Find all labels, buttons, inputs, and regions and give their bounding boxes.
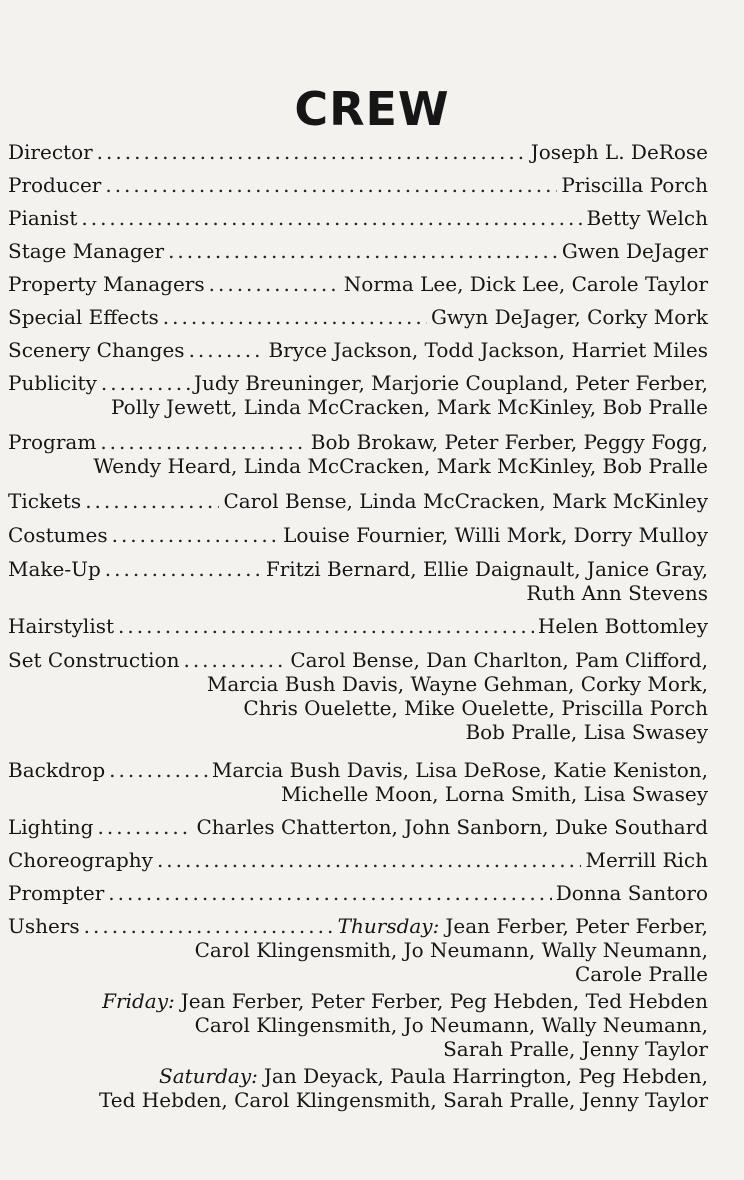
- leader-dots: [183, 648, 286, 672]
- credit-set-construction: [8, 648, 708, 744]
- credit-names-continued: Michelle Moon, Lorna Smith, Lisa Swasey: [280, 782, 708, 806]
- credit-names: Gwyn DeJager, Corky Mork: [430, 305, 708, 329]
- leader-dots: [157, 848, 582, 872]
- credit-names-continued: Chris Ouelette, Mike Ouelette, Priscilla Porch: [243, 696, 708, 720]
- leader-dots: [84, 914, 334, 938]
- credit-names: Bob Brokaw, Peter Ferber, Peggy Fogg,: [310, 430, 708, 454]
- leader-dots: [189, 338, 265, 362]
- credit-names-continued: Ted Hebden, Carol Klingensmith, Sarah Pralle, Jenny Taylor: [99, 1088, 708, 1112]
- credit-pianist: [8, 206, 708, 230]
- credit-names-continued: Carol Klingensmith, Jo Neumann, Wally Neumann,: [194, 1013, 708, 1037]
- credit-label: Pianist: [8, 206, 78, 230]
- credit-program: [8, 430, 708, 478]
- credit-names-continued: Ruth Ann Stevens: [526, 581, 708, 605]
- credit-names: Jean Ferber, Peter Ferber, Peg Hebden, Ted Hebden: [180, 989, 708, 1013]
- credit-label: Set Construction: [8, 648, 180, 672]
- credit-make-up: [8, 557, 708, 605]
- credit-property-managers: [8, 272, 708, 296]
- credit-label: Producer: [8, 173, 102, 197]
- credit-names: Donna Santoro: [555, 881, 708, 905]
- day-label: Thursday:: [337, 914, 440, 938]
- leader-dots: [100, 430, 306, 454]
- day-label: Friday:: [102, 989, 175, 1013]
- leader-dots: [118, 614, 534, 638]
- credit-costumes: [8, 523, 708, 547]
- credit-special-effects: [8, 305, 708, 329]
- credit-names-continued: Bob Pralle, Lisa Swasey: [465, 720, 708, 744]
- credit-names: Betty Welch: [586, 206, 708, 230]
- leader-dots: [108, 881, 551, 905]
- credit-names: Norma Lee, Dick Lee, Carole Taylor: [343, 272, 708, 296]
- credit-label: Scenery Changes: [8, 338, 185, 362]
- credit-names-continued: Wendy Heard, Linda McCracken, Mark McKinley, Bob Pralle: [93, 454, 708, 478]
- leader-dots: [105, 557, 262, 581]
- credit-stage-manager: [8, 239, 708, 263]
- credit-names: Jean Ferber, Peter Ferber,: [445, 914, 708, 938]
- ushers-friday: [8, 989, 708, 1061]
- credit-choreography: [8, 848, 708, 872]
- credit-label: Backdrop: [8, 758, 106, 782]
- ushers-saturday: [8, 1064, 708, 1112]
- credit-names-continued: Marcia Bush Davis, Wayne Gehman, Corky Mork,: [206, 672, 708, 696]
- leader-dots: [101, 371, 190, 395]
- credit-names: Gwen DeJager: [561, 239, 708, 263]
- leader-dots: [85, 489, 219, 513]
- credit-producer: [8, 173, 708, 197]
- credit-label: Costumes: [8, 523, 108, 547]
- credit-names: Bryce Jackson, Todd Jackson, Harriet Miles: [268, 338, 708, 362]
- credit-hairstylist: [8, 614, 708, 638]
- credit-names: Carol Bense, Linda McCracken, Mark McKinley: [223, 489, 708, 513]
- credit-names-continued: Sarah Pralle, Jenny Taylor: [443, 1037, 708, 1061]
- credit-names-continued: Carole Pralle: [575, 962, 708, 986]
- leader-dots: [168, 239, 558, 263]
- leader-dots: [97, 815, 192, 839]
- credit-names-continued: Polly Jewett, Linda McCracken, Mark McKinley, Bob Pralle: [111, 395, 708, 419]
- credit-label: Director: [8, 140, 93, 164]
- leader-dots: [112, 523, 279, 547]
- credit-label: Prompter: [8, 881, 105, 905]
- day-label: Saturday:: [159, 1064, 258, 1088]
- page-title: CREW: [294, 82, 450, 136]
- credit-names: Joseph L. DeRose: [530, 140, 708, 164]
- leader-dots: [209, 272, 340, 296]
- credit-names: Carol Bense, Dan Charlton, Pam Clifford,: [290, 648, 708, 672]
- credit-label: Lighting: [8, 815, 94, 839]
- leader-dots: [163, 305, 427, 329]
- credit-label: Stage Manager: [8, 239, 165, 263]
- credit-names: Priscilla Porch: [561, 173, 708, 197]
- credit-ushers: [8, 914, 708, 986]
- credit-tickets: [8, 489, 708, 513]
- credit-scenery-changes: [8, 338, 708, 362]
- leader-dots: [109, 758, 208, 782]
- credit-prompter: [8, 881, 708, 905]
- credit-label: Ushers: [8, 914, 80, 938]
- credit-label: Program: [8, 430, 97, 454]
- credit-director: [8, 140, 708, 164]
- credit-backdrop: [8, 758, 708, 806]
- credit-names: Louise Fournier, Willi Mork, Dorry Mulloy: [283, 523, 708, 547]
- credit-label: Make-Up: [8, 557, 101, 581]
- credit-names: Judy Breuninger, Marjorie Coupland, Peter Ferber,: [193, 371, 708, 395]
- leader-dots: [105, 173, 557, 197]
- credit-label: Choreography: [8, 848, 153, 872]
- credit-names: Marcia Bush Davis, Lisa DeRose, Katie Keniston,: [211, 758, 708, 782]
- leader-dots: [97, 140, 527, 164]
- credit-names-continued: Carol Klingensmith, Jo Neumann, Wally Neumann,: [194, 938, 708, 962]
- ushers-thursday: [338, 914, 708, 938]
- credit-names: Helen Bottomley: [537, 614, 708, 638]
- credit-label: Special Effects: [8, 305, 159, 329]
- credit-lighting: [8, 815, 708, 839]
- credit-names: Fritzi Bernard, Ellie Daignault, Janice Gray,: [265, 557, 708, 581]
- credit-names: Merrill Rich: [585, 848, 708, 872]
- leader-dots: [81, 206, 582, 230]
- credit-label: Hairstylist: [8, 614, 115, 638]
- credit-label: Publicity: [8, 371, 97, 395]
- credit-label: Property Managers: [8, 272, 205, 296]
- credit-label: Tickets: [8, 489, 82, 513]
- credit-names: Jan Deyack, Paula Harrington, Peg Hebden,: [263, 1064, 708, 1088]
- credit-names: Charles Chatterton, John Sanborn, Duke Southard: [196, 815, 708, 839]
- credit-publicity: [8, 371, 708, 419]
